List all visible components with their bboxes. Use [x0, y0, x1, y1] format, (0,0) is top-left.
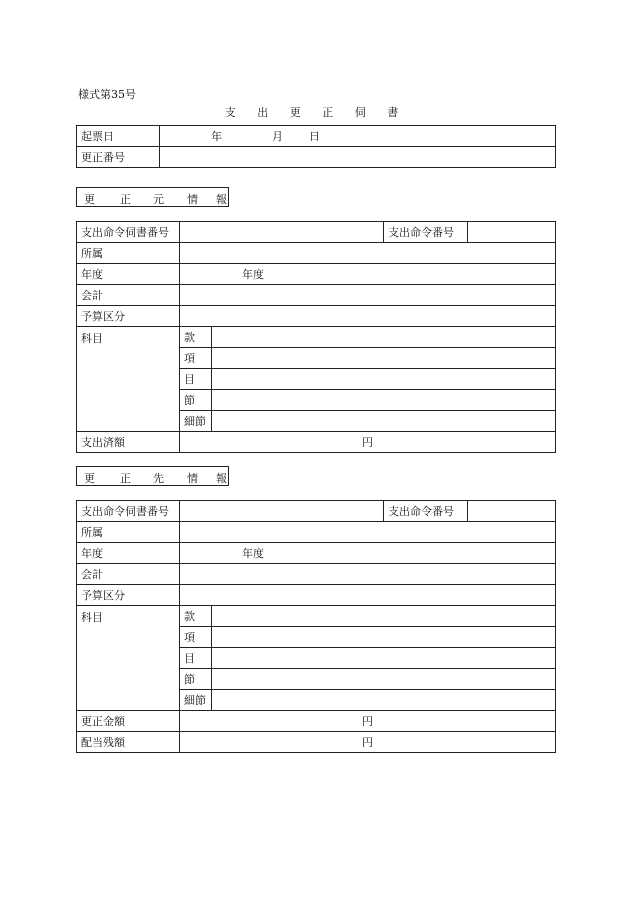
heading-char: 正	[120, 472, 131, 485]
table-row	[77, 432, 556, 453]
payment-order-doc-no-label: 支出命令伺書番号	[77, 222, 180, 243]
document-title: 支 出 更 正 伺 書	[224, 106, 408, 119]
fiscal-year-unit: 年度	[242, 268, 264, 281]
account-label: 会計	[77, 285, 180, 306]
subject-item-field[interactable]	[212, 411, 556, 432]
target-info-heading	[76, 466, 229, 486]
fiscal-year-unit: 年度	[242, 547, 264, 560]
draft-date-label: 起票日	[77, 126, 160, 147]
budget-class-label: 予算区分	[77, 585, 180, 606]
account-field[interactable]	[180, 564, 556, 585]
table-row	[77, 732, 556, 753]
yen-unit: 円	[362, 715, 373, 728]
table-row	[77, 585, 556, 606]
payment-order-doc-no-field[interactable]	[180, 222, 384, 243]
payment-order-no-field[interactable]	[468, 501, 556, 522]
heading-char: 報	[216, 193, 227, 206]
subject-item-field[interactable]	[212, 690, 556, 711]
subject-item-field[interactable]	[212, 606, 556, 627]
subject-item-label: 項	[180, 348, 212, 369]
subject-item-label: 細節	[180, 690, 212, 711]
source-info-heading	[76, 187, 229, 207]
paid-amount-label: 支出済額	[77, 432, 180, 453]
correction-amount-label: 更正金額	[77, 711, 180, 732]
subject-item-label: 項	[180, 627, 212, 648]
payment-order-no-label: 支出命令番号	[384, 222, 468, 243]
form-number: 様式第35号	[78, 88, 136, 101]
subject-item-label: 目	[180, 648, 212, 669]
fiscal-year-field[interactable]	[180, 264, 556, 285]
table-row	[77, 285, 556, 306]
table-row	[77, 222, 556, 243]
subject-item-field[interactable]	[212, 390, 556, 411]
budget-class-field[interactable]	[180, 306, 556, 327]
subject-item-field[interactable]	[212, 627, 556, 648]
subject-item-field[interactable]	[212, 648, 556, 669]
table-row	[77, 522, 556, 543]
remaining-allocation-field[interactable]	[180, 732, 556, 753]
subject-label: 科目	[77, 327, 180, 432]
table-row	[77, 501, 556, 522]
payment-order-no-label: 支出命令番号	[384, 501, 468, 522]
department-label: 所属	[77, 243, 180, 264]
heading-char: 更	[84, 472, 95, 485]
correction-number-label: 更正番号	[77, 147, 160, 168]
fiscal-year-field[interactable]	[180, 543, 556, 564]
department-label: 所属	[77, 522, 180, 543]
table-row	[77, 126, 556, 147]
heading-char: 報	[216, 472, 227, 485]
payment-order-no-field[interactable]	[468, 222, 556, 243]
subject-item-field[interactable]	[212, 369, 556, 390]
table-row	[77, 327, 556, 348]
heading-char: 情	[187, 472, 198, 485]
account-field[interactable]	[180, 285, 556, 306]
subject-item-field[interactable]	[212, 348, 556, 369]
department-field[interactable]	[180, 243, 556, 264]
department-field[interactable]	[180, 522, 556, 543]
yen-unit: 円	[362, 436, 373, 449]
table-row	[77, 564, 556, 585]
payment-order-doc-no-label: 支出命令伺書番号	[77, 501, 180, 522]
header-table	[76, 125, 556, 168]
subject-label: 科目	[77, 606, 180, 711]
draft-date-field[interactable]	[160, 126, 556, 147]
subject-item-label: 款	[180, 327, 212, 348]
subject-item-field[interactable]	[212, 669, 556, 690]
heading-char: 元	[153, 193, 164, 206]
target-info-table	[76, 500, 556, 753]
month-unit: 月	[272, 130, 283, 143]
heading-char: 情	[187, 193, 198, 206]
paid-amount-field[interactable]	[180, 432, 556, 453]
heading-char: 更	[84, 193, 95, 206]
subject-item-label: 節	[180, 669, 212, 690]
correction-amount-field[interactable]	[180, 711, 556, 732]
year-unit: 年	[211, 130, 222, 143]
table-row	[77, 264, 556, 285]
source-info-table	[76, 221, 556, 453]
table-row	[77, 147, 556, 168]
subject-item-label: 細節	[180, 411, 212, 432]
yen-unit: 円	[362, 736, 373, 749]
subject-item-field[interactable]	[212, 327, 556, 348]
table-row	[77, 243, 556, 264]
table-row	[77, 543, 556, 564]
fiscal-year-label: 年度	[77, 264, 180, 285]
subject-item-label: 節	[180, 390, 212, 411]
heading-char: 先	[153, 472, 164, 485]
budget-class-field[interactable]	[180, 585, 556, 606]
subject-item-label: 款	[180, 606, 212, 627]
remaining-allocation-label: 配当残額	[77, 732, 180, 753]
budget-class-label: 予算区分	[77, 306, 180, 327]
account-label: 会計	[77, 564, 180, 585]
table-row	[77, 306, 556, 327]
correction-number-field[interactable]	[160, 147, 556, 168]
heading-char: 正	[120, 193, 131, 206]
day-unit: 日	[309, 130, 320, 143]
table-row	[77, 606, 556, 627]
table-row	[77, 711, 556, 732]
subject-item-label: 目	[180, 369, 212, 390]
fiscal-year-label: 年度	[77, 543, 180, 564]
payment-order-doc-no-field[interactable]	[180, 501, 384, 522]
